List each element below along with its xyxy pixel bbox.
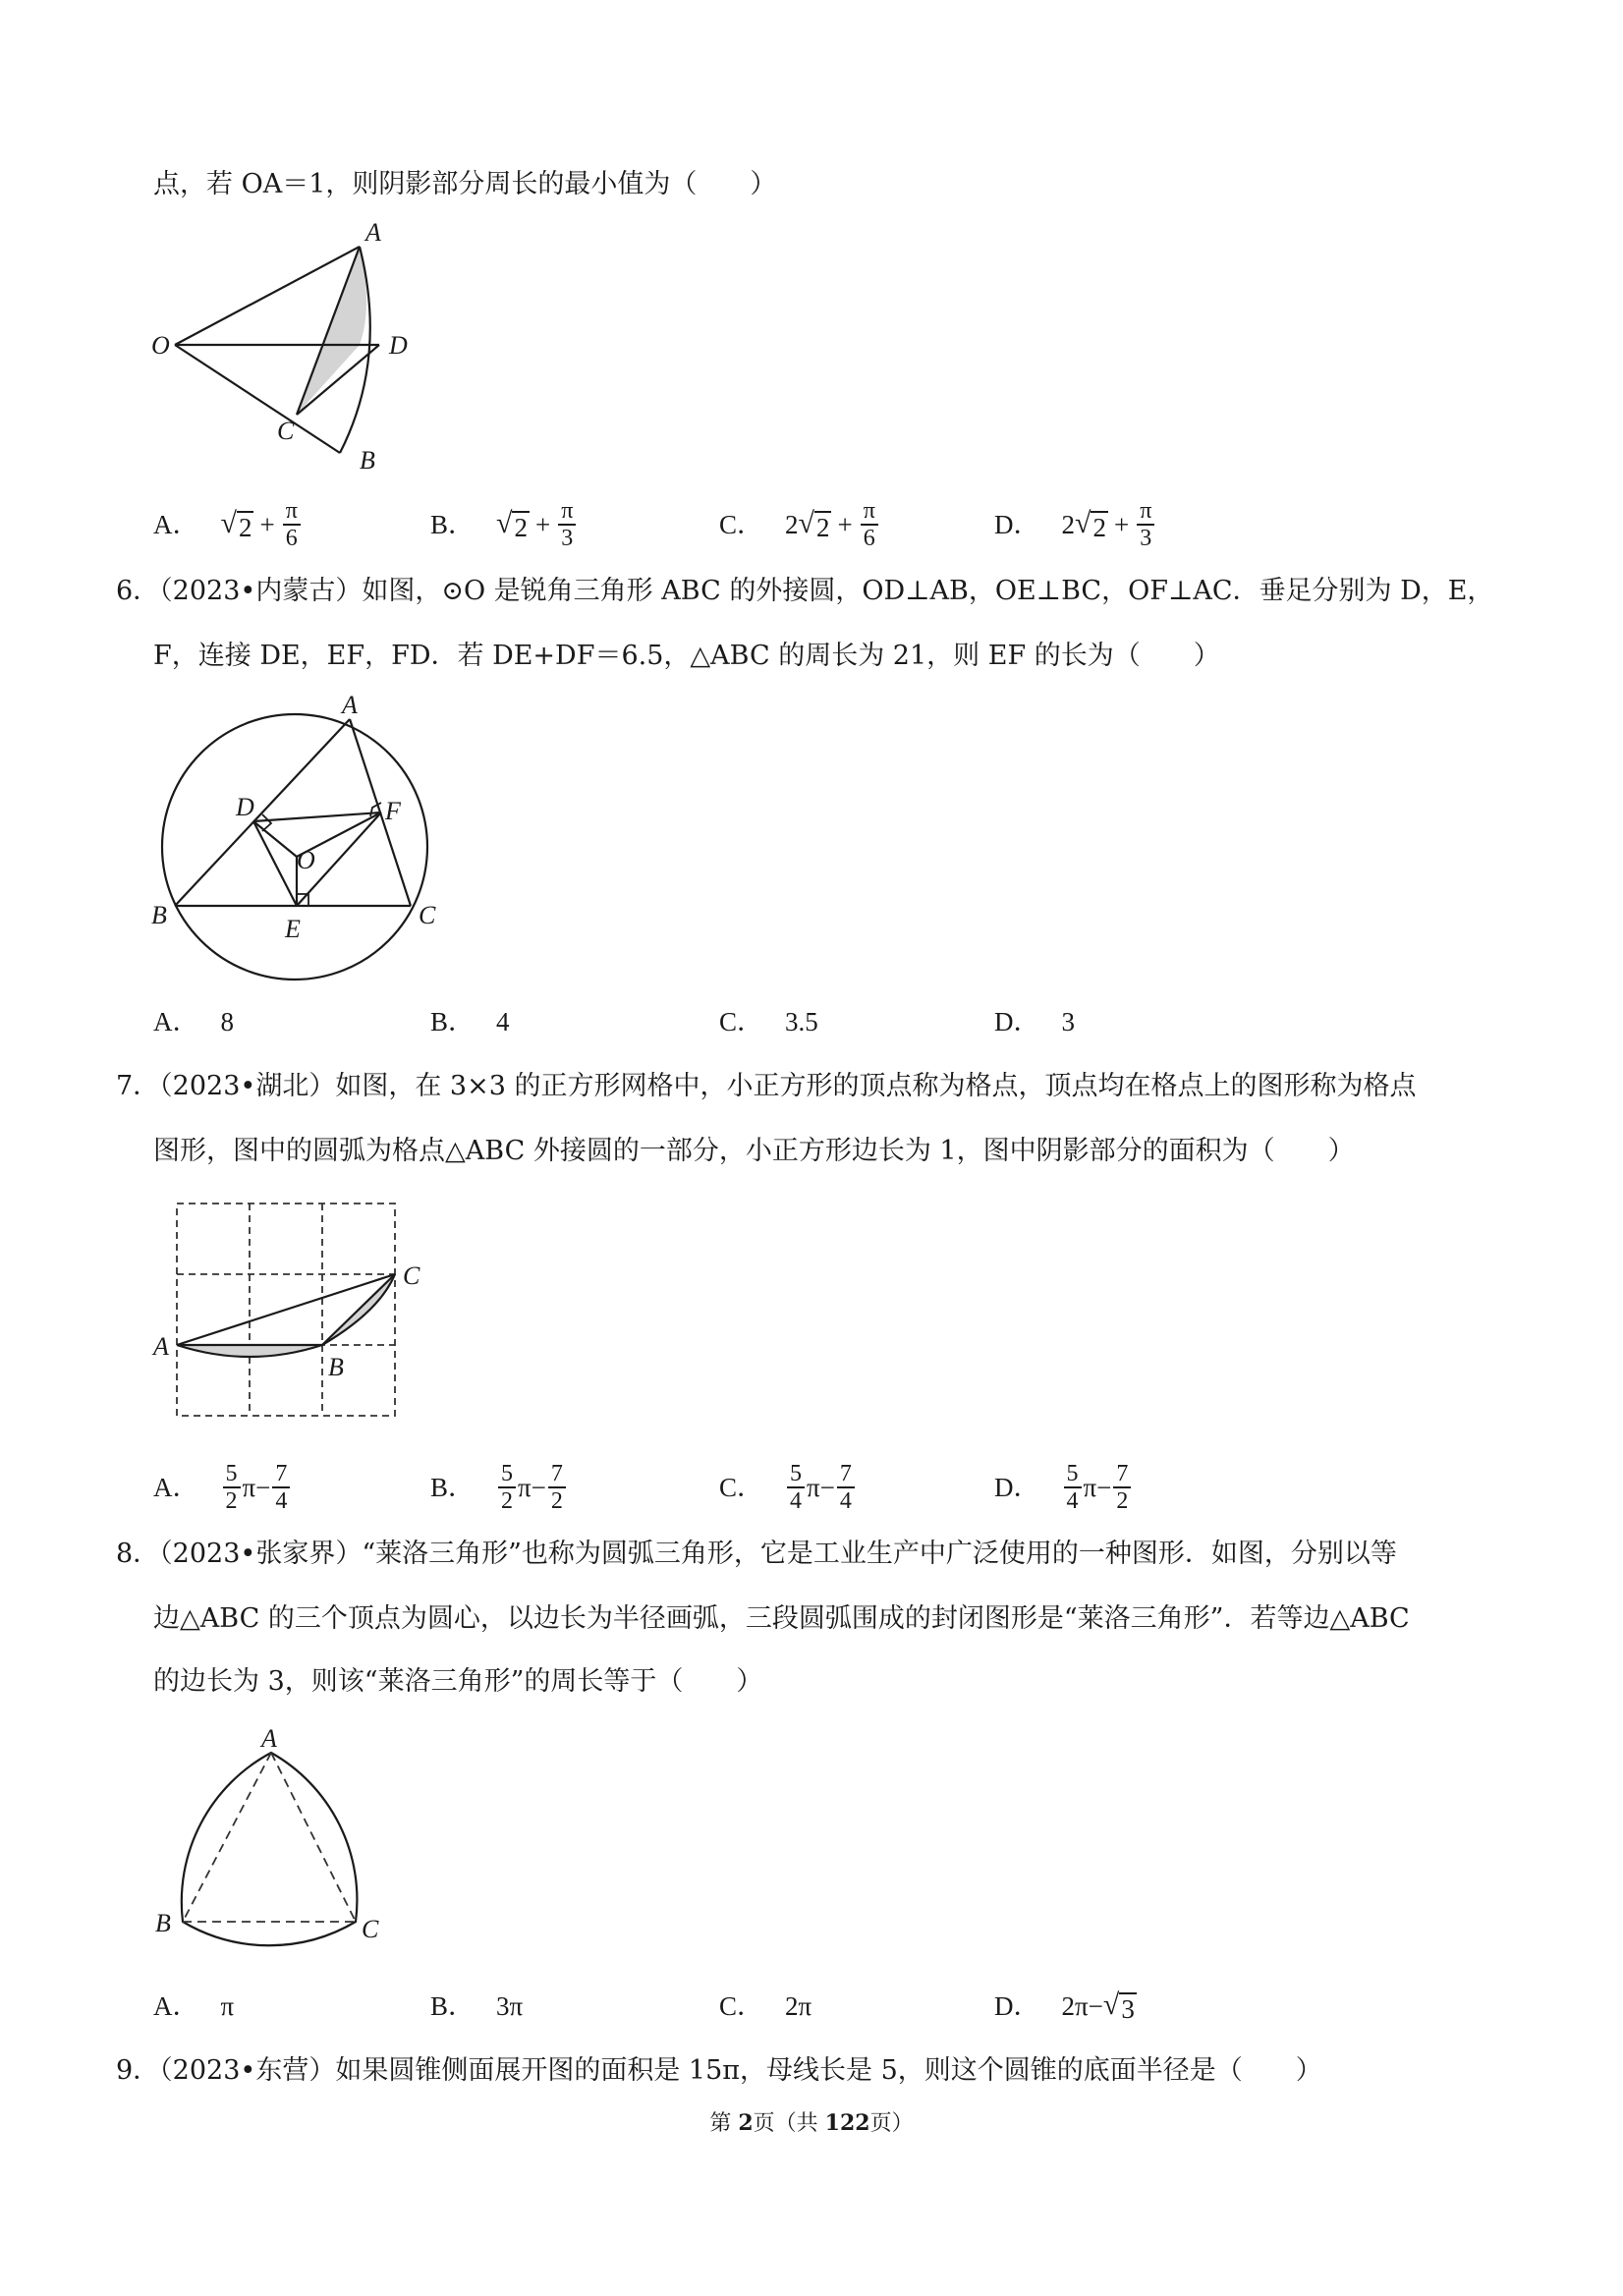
fraction: $\frac{5}{4}$ — [1064, 1462, 1082, 1513]
q6-label-a: A — [342, 691, 358, 719]
q7-option-a[interactable]: A． $\frac{5}{2}$ π− $\frac{7}{4}$ — [153, 1462, 292, 1513]
q8-stem-line1: 8．（2023•张家界）“莱洛三角形”也称为圆弧三角形，它是工业生产中广泛使用的一种图形．如图，分别以等 — [116, 1539, 1397, 1569]
fraction: $\frac{5}{2}$ — [223, 1462, 241, 1513]
q7-label-a: A — [153, 1332, 169, 1361]
q6-label-c: C — [419, 901, 436, 929]
q6-label-o: O — [297, 846, 315, 874]
fraction: $\frac{7}{4}$ — [837, 1462, 855, 1513]
q7-option-c[interactable]: C． $\frac{5}{4}$ π− $\frac{7}{4}$ — [719, 1462, 857, 1513]
q6-option-a[interactable]: A． 8 — [153, 1007, 234, 1036]
q8-option-b[interactable]: B． 3π — [430, 1991, 524, 2021]
q8-label-c: C — [362, 1915, 379, 1943]
fraction: $\frac{7}{4}$ — [272, 1462, 290, 1513]
sqrt-symbol: √ 2 — [1075, 507, 1106, 542]
fraction: $\frac{\pi}{6}$ — [861, 499, 878, 550]
q5-option-b[interactable]: B． √ 2 + $\frac{\pi}{3}$ — [430, 499, 578, 550]
q8-stem-line2: 边△ABC 的三个顶点为圆心，以边长为半径画弧，三段圆弧围成的封闭图形是“莱洛三角形”．若等边△ABC — [153, 1603, 1410, 1634]
q7-stem-line2: 图形，图中的圆弧为格点△ABC 外接圆的一部分，小正方形边长为 1，图中阴影部分的面积为（ ） — [153, 1136, 1355, 1166]
q8-option-c[interactable]: C． 2π — [719, 1991, 812, 2021]
q7-stem-line1: 7．（2023•湖北）如图，在 3×3 的正方形网格中，小正方形的顶点称为格点，顶点均在格点上的图形称为格点 — [116, 1071, 1417, 1101]
q5-figure — [147, 211, 442, 481]
q8-option-a[interactable]: A． π — [153, 1991, 235, 2021]
fraction: $\frac{7}{2}$ — [1113, 1462, 1131, 1513]
fraction: $\frac{\pi}{3}$ — [1137, 499, 1154, 550]
q7-option-d[interactable]: D． $\frac{5}{4}$ π− $\frac{7}{2}$ — [994, 1462, 1133, 1513]
q8-option-d[interactable]: D． 2π− √ 3 — [994, 1988, 1135, 2024]
sqrt-symbol: √ 3 — [1102, 1988, 1135, 2024]
q5-option-d[interactable]: D． 2 √ 2 + $\frac{\pi}{3}$ — [994, 499, 1156, 550]
q8-label-a: A — [261, 1724, 277, 1753]
q8-figure — [147, 1721, 403, 1947]
q6-label-f: F — [385, 797, 401, 825]
sqrt-symbol: √ 2 — [496, 507, 528, 542]
page-footer: 第 2页（共 122页） — [709, 2110, 914, 2136]
q6-stem-line1: 6．（2023•内蒙古）如图，⊙O 是锐角三角形 ABC 的外接圆，OD⊥AB，OE⊥BC，OF⊥AC．垂足分别为 D，E， — [116, 576, 1494, 606]
q8-stem-line3: 的边长为 3，则该“莱洛三角形”的周长等于（ ） — [153, 1666, 763, 1697]
q5-option-a[interactable]: A． √ 2 + $\frac{\pi}{6}$ — [153, 499, 303, 550]
q6-option-d[interactable]: D． 3 — [994, 1007, 1075, 1036]
q5-label-a: A — [365, 218, 381, 247]
q5-stem: 点，若 OA＝1，则阴影部分周长的最小值为（ ） — [153, 169, 777, 199]
current-page-number: 2 — [738, 2110, 754, 2136]
q6-stem-line2: F，连接 DE，EF，FD．若 DE+DF＝6.5，△ABC 的周长为 21，则 EF 的长为（ ） — [153, 641, 1220, 671]
q6-option-b[interactable]: B． 4 — [430, 1007, 510, 1036]
total-page-count: 122 — [824, 2110, 870, 2136]
q7-label-b: B — [328, 1353, 344, 1381]
fraction: $\frac{5}{4}$ — [787, 1462, 805, 1513]
fraction: $\frac{\pi}{3}$ — [558, 499, 576, 550]
q6-figure — [147, 688, 462, 982]
q6-label-d: D — [236, 793, 254, 821]
q5-label-o: O — [151, 331, 170, 360]
q5-option-c[interactable]: C． 2 √ 2 + $\frac{\pi}{6}$ — [719, 499, 880, 550]
fraction: $\frac{\pi}{6}$ — [283, 499, 301, 550]
q6-option-c[interactable]: C． 3.5 — [719, 1007, 818, 1036]
fraction: $\frac{7}{2}$ — [548, 1462, 566, 1513]
q9-stem-line1: 9．（2023•东营）如果圆锥侧面展开图的面积是 15π，母线长是 5，则这个圆锥的底面半径是（ ） — [116, 2055, 1322, 2086]
q5-label-b: B — [360, 446, 375, 475]
q7-label-c: C — [403, 1261, 420, 1290]
q8-label-b: B — [155, 1909, 171, 1937]
sqrt-symbol: √ 2 — [798, 507, 830, 542]
sqrt-symbol: √ 2 — [220, 507, 252, 542]
q6-label-e: E — [285, 915, 301, 943]
q7-option-b[interactable]: B． $\frac{5}{2}$ π− $\frac{7}{2}$ — [430, 1462, 568, 1513]
q5-label-c: C — [277, 417, 295, 445]
q5-label-d: D — [389, 331, 408, 360]
fraction: $\frac{5}{2}$ — [498, 1462, 516, 1513]
q7-figure — [147, 1194, 442, 1425]
q6-label-b: B — [151, 901, 167, 929]
